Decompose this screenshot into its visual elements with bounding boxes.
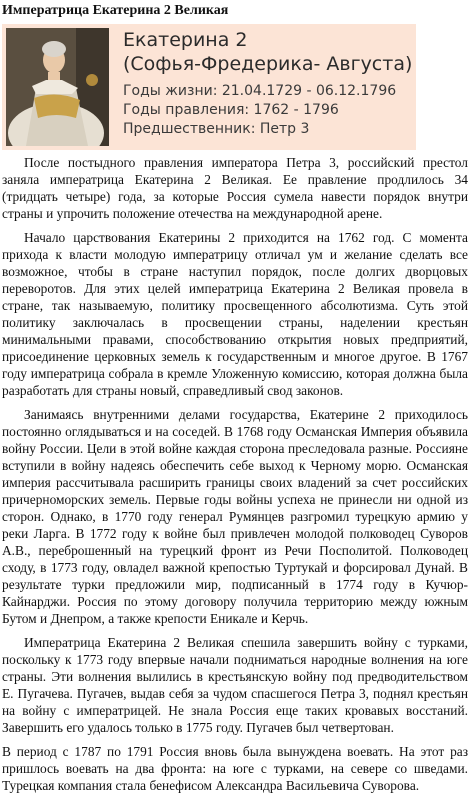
life-years: Годы жизни: 21.04.1729 - 06.12.1796 [123, 83, 397, 99]
page-title: Императрица Екатерина 2 Великая [2, 3, 229, 18]
name-heading: Екатерина 2 [123, 29, 248, 51]
paragraph: После постыдного правления императора Петра 3, российский престол заняла императрица Екатерина 2 Великая. Ее правление продлилось 34 (тридцать четыре) года, за которые Россия сумела навести порядок внутри страны и упрочить положение отечества на международной арене. [2, 155, 468, 221]
paragraph: В период с 1787 по 1791 Россия вновь была вынуждена воевать. На этот раз пришлось воевать на два фронта: на юге с турками, на севере со шведами. Турецкая компания стала бенефисом Александра Васильевича Суворова. [2, 744, 468, 793]
article-body [2, 154, 468, 801]
paragraph: Занимаясь внутренними делами государства, Екатерине 2 приходилось постоянно оглядываться и на соседей. В 1768 году Османская Империя объявила войну России. Цели в этой войне каждая сторона преследовала разные. Россияне вступили в войну надеясь обеспечить себе выход к Черному морю. Османская империя рассчитывала расширить границы своих владений за счет российских причерноморских земель. Первые годы войны успеха не принесли ни одной из сторон. Однако, в 1770 году генерал Румянцев разгромил турецкую армию у реки Ларга. В 1772 году к войне был привлечен молодой полководец Суворов А.В., переброшенный на турецкий фронт из Речи Посполитой. Полководец сходу, в 1773 году, овладел важной крепостью Туртукай и форсировал Дунай. В результате турки предложили мир, подписанный в 1774 году в Кучюр-Кайнарджи. Россия по этому договору получила территорию между южным Бутом и Днепром, а также крепости Еникале и Керчь. [2, 407, 468, 626]
paragraph: Императрица Екатерина 2 Великая спешила завершить войну с турками, поскольку к 1773 году впервые начали подниматься народные волнения на юге страны. Эти волнения вылились в крестьянскую войну под предводительством Е. Пугачева. Пугачев, выдав себя за чудом спасшегося Петра 3, поднял крестьян на войну с императрицей. Не знала Россия еще таких кровавых восстаний. Завершить его удалось только в 1775 году. Пугачев был четвертован. [2, 635, 468, 735]
predecessor: Предшественник: Петр 3 [123, 121, 310, 137]
info-text-block [123, 28, 412, 139]
paragraph: Начало царствования Екатерины 2 приходится на 1762 год. С момента прихода к власти молодую императрицу отличал ум и желание сделать все возможное, чтобы в стране наступил порядок, после долгих дворцовых переворотов. Для этих целей императрица Екатерина 2 Великая провела в стране, так называемую, политику просвещенного абсолютизма. Суть этой политику заключалась в просвещении страны, наделении крестьян минимальными правами, способствованию открытия новых предприятий, присоединение церковных земель к государственным и многое другое. В 1767 году императрица собрала в кремле Уложенную комиссию, которая должна была разработать для страны новый, справедливый свод законов. [2, 230, 468, 398]
portrait-image [6, 28, 109, 146]
reign-years: Годы правления: 1762 - 1796 [123, 102, 339, 118]
info-card [2, 24, 416, 150]
birth-name: (Софья-Фредерика- Августа) [123, 53, 413, 75]
